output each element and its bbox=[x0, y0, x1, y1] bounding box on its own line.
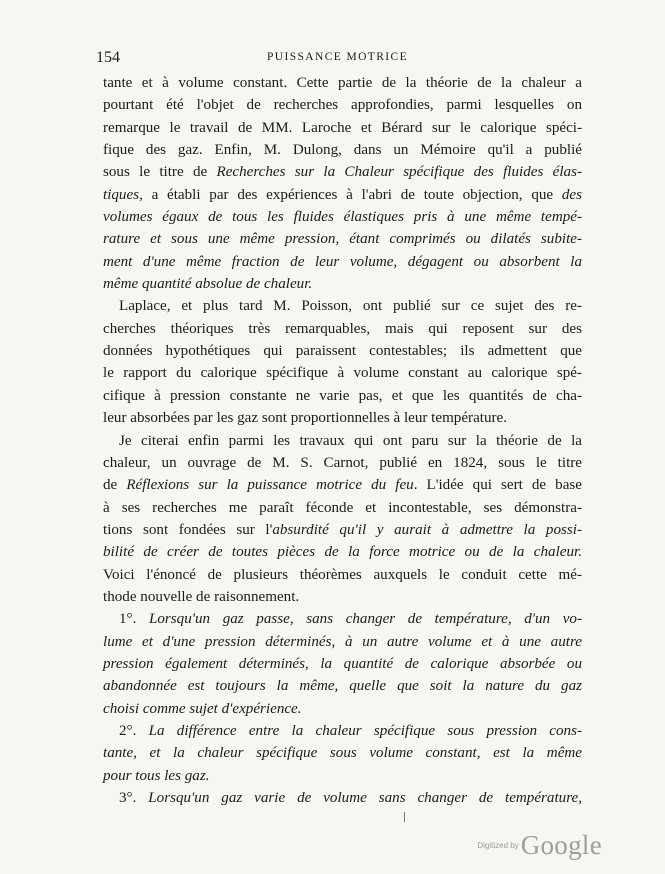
text-run: cifique à pression constante ne varie pas, et que les quantités de cha- bbox=[103, 387, 582, 404]
theorem-2 bbox=[103, 720, 582, 787]
text-line bbox=[103, 318, 582, 340]
text-line bbox=[103, 631, 582, 653]
italic-run: ment d'une même fraction de leur volume, dégagent ou absorbent la bbox=[103, 253, 582, 270]
page-header bbox=[96, 49, 579, 69]
text-line bbox=[103, 184, 582, 206]
italic-run: Lorsqu'un gaz passe, sans changer de température, d'un vo- bbox=[148, 611, 582, 628]
italic-run: même quantité absolue de chaleur. bbox=[103, 276, 313, 293]
text-line bbox=[103, 787, 582, 809]
paragraph bbox=[103, 430, 582, 609]
text-line bbox=[103, 608, 582, 630]
text-run: leur absorbées par les gaz sont proportionnelles à leur température. bbox=[103, 410, 508, 427]
italic-run: lume et d'une pression déterminés, à un autre volume et à une autre bbox=[103, 633, 582, 650]
text-line bbox=[103, 228, 582, 250]
text-run: remarque le travail de MM. Laroche et Bérard sur le calorique spéci- bbox=[103, 119, 582, 136]
italic-run: La différence entre la chaleur spécifique sous pression cons- bbox=[148, 722, 582, 739]
text-line bbox=[103, 541, 582, 563]
text-run: sous le titre de bbox=[103, 164, 217, 181]
text-line bbox=[103, 430, 582, 452]
text-run: 2°. bbox=[119, 722, 149, 739]
google-logo: Google bbox=[520, 830, 602, 860]
italic-run: tiques bbox=[103, 186, 140, 203]
text-line bbox=[103, 564, 582, 586]
text-run: Voici l'énoncé de plusieurs théorèmes auxquels le conduit cette mé- bbox=[103, 566, 582, 583]
text-line bbox=[103, 474, 582, 496]
text-run: de bbox=[103, 477, 127, 494]
text-line bbox=[103, 675, 582, 697]
italic-run: abandonnée est toujours la même, quelle que soit la nature du gaz bbox=[103, 678, 582, 695]
text-line bbox=[103, 497, 582, 519]
italic-run: rature et sous une même pression, étant comprimés ou dilatés subite- bbox=[103, 231, 582, 248]
italic-run: pour tous les gaz. bbox=[103, 767, 210, 784]
text-run: , a établi par des expériences à l'abri de toute objection, que bbox=[139, 186, 562, 203]
text-run: tions sont fondées sur l' bbox=[103, 521, 273, 538]
italic-run: Réflexions sur la puissance motrice du feu bbox=[126, 477, 414, 494]
watermark-caption: Digitized by bbox=[477, 841, 519, 850]
italic-run: tante, et la chaleur spécifique sous volume constant, est la même bbox=[103, 745, 582, 762]
text-line bbox=[103, 720, 582, 742]
text-line bbox=[103, 273, 582, 295]
text-line bbox=[103, 765, 582, 787]
italic-run: bilité de créer de toutes pièces de la force motrice ou de la chaleur. bbox=[103, 544, 582, 561]
scan-speck bbox=[404, 812, 405, 822]
digitized-watermark bbox=[477, 830, 602, 861]
text-run: pourtant été l'objet de recherches approfondies, parmi lesquelles on bbox=[103, 97, 582, 114]
text-line bbox=[103, 72, 582, 94]
paragraph bbox=[103, 72, 582, 295]
italic-run: des bbox=[561, 186, 582, 203]
text-run: le rapport du calorique spécifique à volume constant au calorique spé- bbox=[103, 365, 582, 382]
text-line bbox=[103, 653, 582, 675]
body-text bbox=[103, 72, 582, 809]
text-line bbox=[103, 586, 582, 608]
text-line bbox=[103, 94, 582, 116]
text-line bbox=[103, 407, 582, 429]
text-run: chaleur, un ouvrage de M. S. Carnot, publié en 1824, sous le titre bbox=[103, 454, 582, 471]
italic-run: volumes égaux de tous les fluides élastiques pris à une même tempé- bbox=[103, 209, 582, 226]
text-run: Je citerai enfin parmi les travaux qui ont paru sur la théorie de la bbox=[119, 432, 582, 449]
text-line bbox=[103, 362, 582, 384]
italic-run: choisi comme sujet d'expérience. bbox=[103, 700, 302, 717]
italic-run: absurdité qu'il y aurait à admettre la possi- bbox=[272, 521, 582, 538]
text-run: 3°. bbox=[119, 790, 149, 806]
text-line bbox=[103, 117, 582, 139]
text-line bbox=[103, 452, 582, 474]
text-line bbox=[103, 251, 582, 273]
text-run: fique des gaz. Enfin, M. Dulong, dans un Mémoire qu'il a publié bbox=[103, 142, 582, 159]
text-line bbox=[103, 206, 582, 228]
italic-run: Lorsqu'un gaz varie de volume sans changer de température, bbox=[148, 790, 582, 806]
italic-run: Recherches sur la Chaleur spécifique des fluides élas- bbox=[216, 164, 582, 181]
text-line bbox=[103, 519, 582, 541]
text-line bbox=[103, 385, 582, 407]
paragraph bbox=[103, 295, 582, 429]
text-line bbox=[103, 295, 582, 317]
theorem-1 bbox=[103, 608, 582, 720]
running-title: PUISSANCE MOTRICE bbox=[266, 51, 409, 63]
text-run: tante et à volume constant. Cette partie de la théorie de la chaleur a bbox=[103, 75, 582, 91]
text-line bbox=[103, 698, 582, 720]
text-line bbox=[103, 340, 582, 362]
text-run: Laplace, et plus tard M. Poisson, ont publié sur ce sujet des re- bbox=[119, 298, 582, 315]
italic-run: pression également déterminés, la quantité de calorique absorbée ou bbox=[103, 655, 582, 672]
text-run: cherches théoriques très remarquables, mais qui reposent sur des bbox=[103, 320, 582, 337]
text-run: données hypothétiques qui paraissent contestables; ils admettent que bbox=[103, 343, 582, 360]
text-run: à ses recherches me paraît féconde et incontestable, ses démonstra- bbox=[103, 499, 582, 516]
text-line bbox=[103, 742, 582, 764]
text-line bbox=[103, 161, 582, 183]
text-run: . L'idée qui sert de base bbox=[413, 477, 582, 494]
page-number: 154 bbox=[96, 49, 120, 66]
text-line bbox=[103, 139, 582, 161]
text-run: thode nouvelle de raisonnement. bbox=[103, 588, 300, 605]
theorem-3 bbox=[103, 787, 582, 809]
text-run: 1°. bbox=[119, 611, 149, 628]
